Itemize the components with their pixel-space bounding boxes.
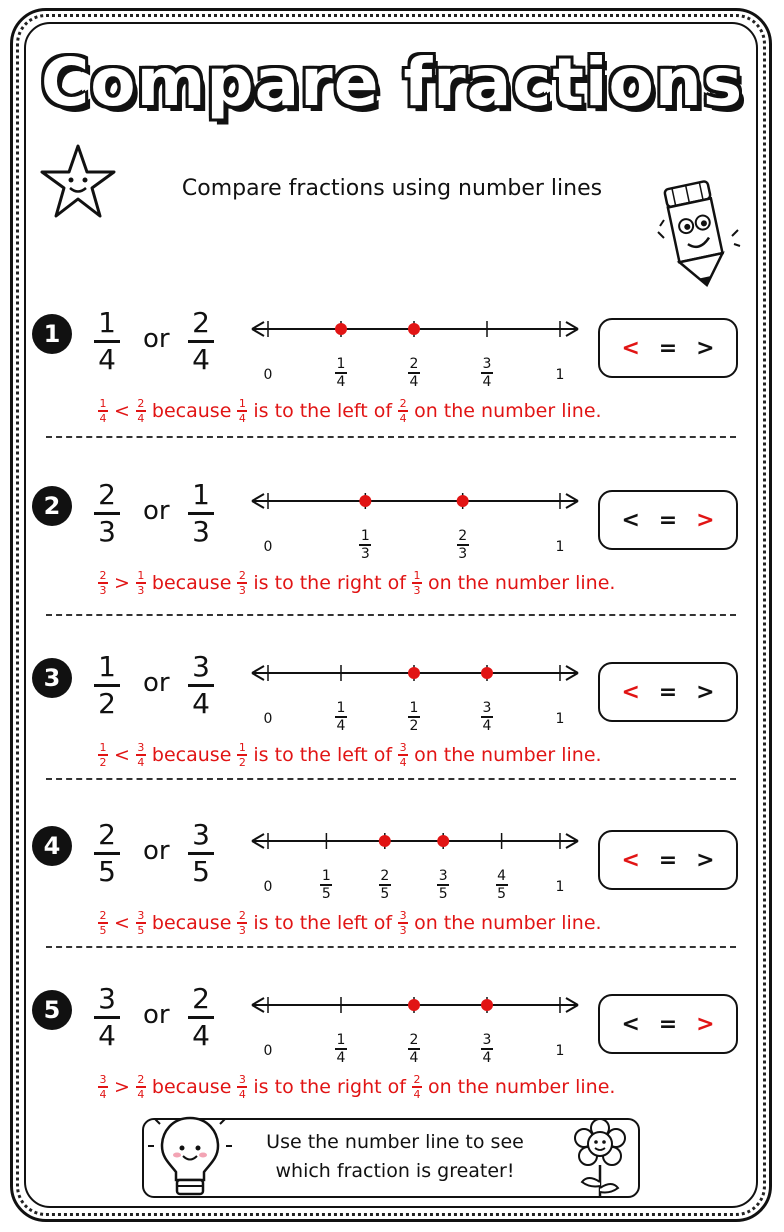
- explanation-fraction-left-numerator: 1: [99, 741, 107, 754]
- tick-label-denominator: 4: [409, 1049, 419, 1066]
- comparison-choice-box: [598, 662, 738, 722]
- tick-label-numerator: 3: [482, 700, 492, 716]
- or-label: or: [143, 668, 170, 698]
- explanation-fraction-x: [237, 398, 247, 424]
- fraction-a-denominator: 4: [98, 1018, 116, 1052]
- explanation-fraction-x-denominator: 3: [238, 923, 246, 937]
- tick-label-one: 1: [555, 711, 565, 727]
- explanation-fraction-y-numerator: 2: [413, 1073, 421, 1086]
- tick-label-denominator: 4: [482, 373, 492, 390]
- fraction-b-denominator: 4: [192, 1018, 210, 1052]
- answer-explanation: [98, 910, 602, 936]
- tick-label-numerator: 2: [409, 356, 419, 372]
- symbol-option[interactable]: >: [696, 507, 715, 533]
- explanation-fraction-right-denominator: 4: [137, 411, 145, 425]
- symbol-option[interactable]: >: [696, 335, 715, 361]
- comparison-choice-box: [598, 830, 738, 890]
- tick-label-zero: 0: [263, 539, 273, 555]
- marked-point: [379, 835, 391, 847]
- tick-label-fraction: [402, 1033, 426, 1065]
- tick-label-zero: 0: [263, 367, 273, 383]
- explanation-fraction-y: [398, 398, 408, 424]
- explanation-operator: <: [114, 911, 130, 934]
- tick-label-fraction: [402, 357, 426, 389]
- marked-point: [408, 999, 420, 1011]
- section-divider: [46, 614, 736, 616]
- explanation-fraction-x: [237, 742, 247, 768]
- tick-label-one: 1: [555, 367, 565, 383]
- explanation-because: because: [151, 399, 232, 422]
- tick-label-zero: 0: [263, 711, 273, 727]
- explanation-fraction-y-numerator: 3: [399, 909, 407, 922]
- fraction-b-numerator: 3: [192, 650, 210, 683]
- section-divider: [46, 436, 736, 438]
- explanation-because: because: [151, 743, 232, 766]
- tick-label-one: 1: [555, 1043, 565, 1059]
- explanation-fraction-right-numerator: 3: [137, 909, 145, 922]
- explanation-fraction-y: [412, 570, 422, 596]
- explanation-fraction-x-denominator: 3: [238, 583, 246, 597]
- explanation-fraction-y-denominator: 4: [413, 1087, 421, 1101]
- explanation-fraction-right-numerator: 3: [137, 741, 145, 754]
- tick-label-numerator: 1: [409, 700, 419, 716]
- pencil-icon: [652, 174, 742, 294]
- fraction-a-denominator: 2: [98, 686, 116, 720]
- tick-label-denominator: 3: [458, 545, 468, 562]
- tick-label-numerator: 2: [409, 1032, 419, 1048]
- tick-label-numerator: 1: [336, 356, 346, 372]
- explanation-because: because: [151, 911, 232, 934]
- explanation-end: on the number line.: [427, 1075, 616, 1098]
- tick-label-denominator: 5: [497, 885, 507, 902]
- fraction-a-numerator: 2: [98, 818, 116, 851]
- tick-label-numerator: 3: [482, 356, 492, 372]
- tick-label-fraction: [373, 869, 397, 901]
- marked-point: [437, 835, 449, 847]
- explanation-fraction-y-numerator: 3: [399, 741, 407, 754]
- tick-label-fraction: [475, 357, 499, 389]
- explanation-fraction-left-numerator: 2: [99, 569, 107, 582]
- fraction-b-numerator: 1: [192, 478, 210, 511]
- explanation-operator: >: [114, 1075, 130, 1098]
- explanation-fraction-y: [398, 910, 408, 936]
- explanation-fraction-left-denominator: 4: [99, 1087, 107, 1101]
- tick-label-numerator: 3: [438, 868, 448, 884]
- answer-explanation: [98, 398, 602, 424]
- question-number: 2: [32, 486, 72, 526]
- fraction-b-numerator: 3: [192, 818, 210, 851]
- explanation-fraction-left: [98, 910, 108, 936]
- tick-label-numerator: 2: [458, 528, 468, 544]
- explanation-fraction-left-denominator: 5: [99, 923, 107, 937]
- explanation-fraction-left: [98, 742, 108, 768]
- explanation-middle: is to the right of: [253, 571, 406, 594]
- or-label: or: [143, 324, 170, 354]
- tick-label-numerator: 2: [380, 868, 390, 884]
- explanation-fraction-left-denominator: 2: [99, 755, 107, 769]
- explanation-end: on the number line.: [427, 571, 616, 594]
- explanation-fraction-right-denominator: 5: [137, 923, 145, 937]
- fraction-a-denominator: 5: [98, 854, 116, 888]
- subtitle: Compare fractions using number lines: [181, 176, 603, 201]
- explanation-fraction-y-denominator: 3: [413, 583, 421, 597]
- explanation-fraction-left: [98, 570, 108, 596]
- answer-explanation: [98, 1074, 615, 1100]
- tick-label-zero: 0: [263, 879, 273, 895]
- symbol-option[interactable]: >: [696, 1011, 715, 1037]
- explanation-fraction-x: [237, 1074, 247, 1100]
- tick-label-fraction: [329, 1033, 353, 1065]
- symbol-option[interactable]: <: [621, 507, 640, 533]
- symbol-option[interactable]: =: [658, 507, 678, 533]
- explanation-fraction-left-numerator: 2: [99, 909, 107, 922]
- question-number: 3: [32, 658, 72, 698]
- or-label: or: [143, 836, 170, 866]
- page-title: Compare fractions: [40, 44, 744, 121]
- tip-line-2: which fraction is greater!: [275, 1160, 515, 1182]
- question-number: 5: [32, 990, 72, 1030]
- explanation-end: on the number line.: [414, 399, 602, 422]
- explanation-fraction-left: [98, 398, 108, 424]
- symbol-option[interactable]: =: [658, 335, 678, 361]
- explanation-fraction-left-numerator: 1: [99, 397, 107, 410]
- tick-label-denominator: 5: [380, 885, 390, 902]
- tick-label-fraction: [431, 869, 455, 901]
- explanation-fraction-x-denominator: 4: [238, 411, 246, 425]
- fraction-a-numerator: 1: [98, 650, 116, 683]
- explanation-fraction-x-denominator: 4: [238, 1087, 246, 1101]
- tick-label-fraction: [314, 869, 338, 901]
- tick-label-numerator: 4: [497, 868, 507, 884]
- marked-point: [481, 999, 493, 1011]
- marked-point: [359, 495, 371, 507]
- fraction-a-numerator: 1: [98, 306, 116, 339]
- tick-label-fraction: [451, 529, 475, 561]
- or-label: or: [143, 1000, 170, 1030]
- tick-label-numerator: 1: [360, 528, 370, 544]
- tick-label-denominator: 2: [409, 717, 419, 734]
- tip-text: [230, 1128, 560, 1186]
- tick-label-denominator: 4: [336, 1049, 346, 1066]
- marked-point: [408, 667, 420, 679]
- explanation-fraction-y: [398, 742, 408, 768]
- explanation-fraction-left-denominator: 3: [99, 583, 107, 597]
- explanation-fraction-x: [237, 910, 247, 936]
- answer-explanation: [98, 742, 602, 768]
- explanation-fraction-x-numerator: 3: [238, 1073, 246, 1086]
- explanation-fraction-right: [136, 910, 146, 936]
- explanation-fraction-right: [136, 398, 146, 424]
- symbol-option[interactable]: >: [696, 679, 715, 705]
- question-number: 1: [32, 314, 72, 354]
- marked-point: [481, 667, 493, 679]
- tick-label-denominator: 3: [360, 545, 370, 562]
- explanation-operator: <: [114, 399, 130, 422]
- tick-label-fraction: [329, 701, 353, 733]
- fraction-b-numerator: 2: [192, 982, 210, 1015]
- comparison-choice-box: [598, 994, 738, 1054]
- tick-label-fraction: [475, 1033, 499, 1065]
- lightbulb-icon: [148, 1108, 232, 1204]
- explanation-fraction-right-numerator: 1: [137, 569, 145, 582]
- explanation-fraction-right-numerator: 2: [137, 1073, 145, 1086]
- explanation-because: because: [151, 1075, 232, 1098]
- symbol-option[interactable]: <: [621, 1011, 640, 1037]
- section-divider: [46, 778, 736, 780]
- tick-label-denominator: 4: [336, 373, 346, 390]
- tick-label-fraction: [402, 701, 426, 733]
- fraction-a-denominator: 3: [98, 514, 116, 548]
- explanation-end: on the number line.: [414, 743, 602, 766]
- fraction-b-denominator: 5: [192, 854, 210, 888]
- explanation-fraction-left-numerator: 3: [99, 1073, 107, 1086]
- explanation-operator: >: [114, 571, 130, 594]
- explanation-fraction-x-numerator: 1: [238, 397, 246, 410]
- flower-icon: [568, 1116, 632, 1200]
- explanation-fraction-x-numerator: 2: [238, 569, 246, 582]
- tick-label-denominator: 5: [321, 885, 331, 902]
- tick-label-zero: 0: [263, 1043, 273, 1059]
- section-divider: [46, 946, 736, 948]
- explanation-fraction-x-numerator: 2: [238, 909, 246, 922]
- explanation-middle: is to the left of: [253, 399, 393, 422]
- explanation-fraction-right: [136, 742, 146, 768]
- fraction-b-numerator: 2: [192, 306, 210, 339]
- explanation-fraction-y-denominator: 3: [399, 923, 407, 937]
- tick-label-fraction: [353, 529, 377, 561]
- tick-label-numerator: 1: [321, 868, 331, 884]
- explanation-middle: is to the left of: [253, 743, 393, 766]
- fraction-a-denominator: 4: [98, 342, 116, 376]
- explanation-fraction-left: [98, 1074, 108, 1100]
- comparison-choice-box: [598, 490, 738, 550]
- explanation-fraction-right: [136, 1074, 146, 1100]
- explanation-operator: <: [114, 743, 130, 766]
- explanation-fraction-y-numerator: 1: [413, 569, 421, 582]
- fraction-a-numerator: 2: [98, 478, 116, 511]
- explanation-middle: is to the left of: [253, 911, 393, 934]
- tick-label-fraction: [475, 701, 499, 733]
- comparison-choice-box: [598, 318, 738, 378]
- symbol-option[interactable]: =: [658, 679, 678, 705]
- fraction-a-numerator: 3: [98, 982, 116, 1015]
- marked-point: [408, 323, 420, 335]
- explanation-fraction-right: [136, 570, 146, 596]
- explanation-fraction-right-numerator: 2: [137, 397, 145, 410]
- explanation-because: because: [151, 571, 232, 594]
- tick-label-fraction: [490, 869, 514, 901]
- explanation-fraction-x-denominator: 2: [238, 755, 246, 769]
- tip-line-1: Use the number line to see: [266, 1131, 524, 1153]
- explanation-fraction-right-denominator: 4: [137, 755, 145, 769]
- fraction-b-denominator: 3: [192, 514, 210, 548]
- tick-label-denominator: 4: [482, 717, 492, 734]
- explanation-fraction-right-denominator: 4: [137, 1087, 145, 1101]
- symbol-option[interactable]: <: [621, 847, 640, 873]
- explanation-fraction-left-denominator: 4: [99, 411, 107, 425]
- tick-label-numerator: 3: [482, 1032, 492, 1048]
- symbol-option[interactable]: <: [621, 679, 640, 705]
- explanation-end: on the number line.: [414, 911, 602, 934]
- explanation-fraction-y-denominator: 4: [399, 411, 407, 425]
- fraction-b-denominator: 4: [192, 342, 210, 376]
- explanation-fraction-y: [412, 1074, 422, 1100]
- tick-label-numerator: 1: [336, 700, 346, 716]
- fraction-b-denominator: 4: [192, 686, 210, 720]
- symbol-option[interactable]: >: [696, 847, 715, 873]
- explanation-fraction-x-numerator: 1: [238, 741, 246, 754]
- tick-label-denominator: 4: [409, 373, 419, 390]
- symbol-option[interactable]: <: [621, 335, 640, 361]
- explanation-fraction-right-denominator: 3: [137, 583, 145, 597]
- explanation-fraction-x: [237, 570, 247, 596]
- tick-label-denominator: 4: [336, 717, 346, 734]
- tick-label-fraction: [329, 357, 353, 389]
- tick-label-denominator: 4: [482, 1049, 492, 1066]
- question-number: 4: [32, 826, 72, 866]
- marked-point: [457, 495, 469, 507]
- or-label: or: [143, 496, 170, 526]
- explanation-fraction-y-numerator: 2: [399, 397, 407, 410]
- tick-label-numerator: 1: [336, 1032, 346, 1048]
- explanation-fraction-y-denominator: 4: [399, 755, 407, 769]
- explanation-middle: is to the right of: [253, 1075, 406, 1098]
- symbol-option[interactable]: =: [658, 1011, 678, 1037]
- marked-point: [335, 323, 347, 335]
- tick-label-denominator: 5: [438, 885, 448, 902]
- tick-label-one: 1: [555, 879, 565, 895]
- tick-label-one: 1: [555, 539, 565, 555]
- answer-explanation: [98, 570, 615, 596]
- symbol-option[interactable]: =: [658, 847, 678, 873]
